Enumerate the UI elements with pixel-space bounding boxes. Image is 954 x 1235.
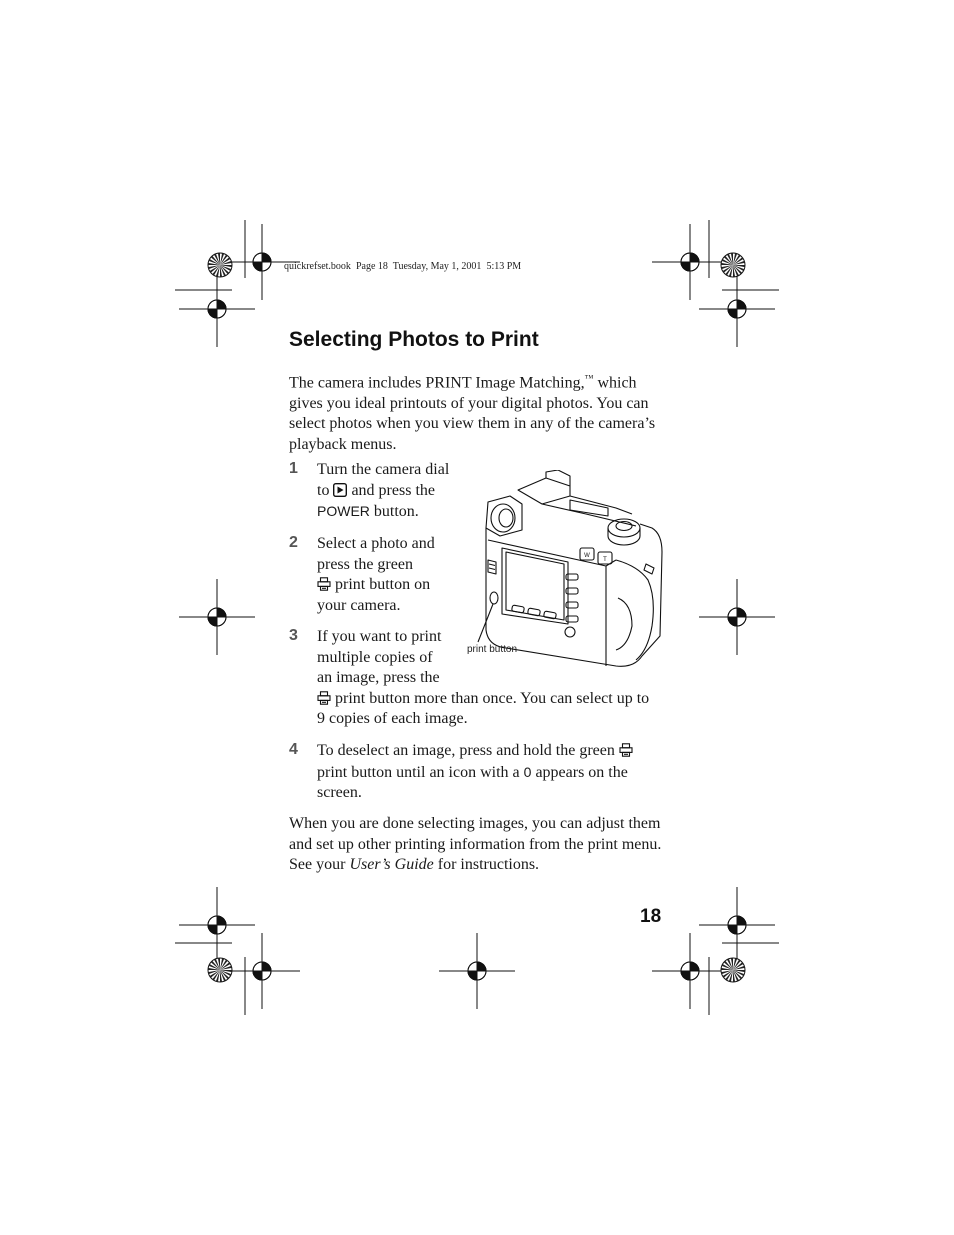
registration-mark-icon xyxy=(179,271,255,347)
intro-text-a: The camera includes PRINT Image Matching, xyxy=(289,374,585,392)
step-2-line-3: print button on xyxy=(335,576,431,593)
step-number: 4 xyxy=(289,741,298,758)
camera-illustration xyxy=(466,470,666,670)
step-4-line-3: screen. xyxy=(317,784,362,801)
users-guide-title: User’s Guide xyxy=(349,856,434,873)
starburst-target-icon xyxy=(721,253,745,277)
zoom-w-label: W xyxy=(584,553,590,559)
print-icon xyxy=(619,743,633,757)
outro-text-b: for instructions. xyxy=(433,856,540,873)
closing-paragraph xyxy=(289,814,669,876)
step-1-line-3: button. xyxy=(373,503,419,520)
starburst-target-icon xyxy=(208,958,232,982)
step-4-line-1: To deselect an image, press and hold the green xyxy=(317,742,615,759)
step-1-line-2b: and press the xyxy=(351,481,435,499)
step-3-line-1: If you want to print xyxy=(317,628,442,645)
intro-text-b: which gives you ideal printouts of your digital photos. You can select photos when you view them in any of the camera’s playback menus. xyxy=(289,374,656,453)
header-date: Tuesday, May 1, 2001 xyxy=(392,261,482,272)
registration-mark-icon xyxy=(179,579,255,655)
step-text xyxy=(317,534,487,616)
starburst-target-icon xyxy=(208,253,232,277)
registration-mark-icon xyxy=(224,933,300,1009)
step-3-line-3: an image, press the xyxy=(317,669,440,686)
registration-mark-icon xyxy=(439,933,515,1009)
play-mode-icon xyxy=(333,483,347,497)
header-page: Page 18 xyxy=(355,261,388,272)
header-time: 5:13 PM xyxy=(486,261,522,272)
step-text xyxy=(317,460,487,523)
print-icon xyxy=(317,691,331,705)
power-label: POWER xyxy=(317,503,370,519)
outro-text-a: When you are done selecting images, you can adjust them and set up other printing information from the print menu. See your xyxy=(289,815,662,873)
print-button-callout: print button xyxy=(467,644,518,655)
page-title: Selecting Photos to Print xyxy=(289,328,539,351)
step-number: 1 xyxy=(289,460,298,477)
registration-mark-icon xyxy=(179,887,255,963)
zoom-t-label: T xyxy=(603,557,607,563)
step-number: 3 xyxy=(289,627,298,644)
step-4-line-2a: print button until an icon with a xyxy=(317,763,520,781)
trademark-symbol: ™ xyxy=(584,373,594,383)
step-4-line-2b: appears on the xyxy=(535,763,628,781)
step-number: 2 xyxy=(289,534,298,551)
print-header xyxy=(284,261,521,272)
page-number: 18 xyxy=(640,906,662,927)
registration-mark-icon xyxy=(699,271,775,347)
step-2-line-4: your camera. xyxy=(317,596,401,614)
step-1-line-2a: to xyxy=(317,481,330,499)
step-1-line-1: Turn the camera dial xyxy=(317,461,450,478)
registration-mark-icon xyxy=(652,224,728,300)
step-2-line-2: press the green xyxy=(317,555,413,573)
step-2-line-1: Select a photo and xyxy=(317,535,435,552)
print-icon xyxy=(317,577,331,591)
registration-mark-icon xyxy=(699,887,775,963)
step-3-line-2: multiple copies of xyxy=(317,648,433,666)
step-3-line-5: 9 copies of each image. xyxy=(317,710,468,727)
step-text xyxy=(317,741,677,804)
registration-mark-icon xyxy=(699,579,775,655)
starburst-target-icon xyxy=(721,958,745,982)
intro-paragraph xyxy=(289,368,669,455)
zero-glyph: 0 xyxy=(523,763,532,780)
step-3-line-4: print button more than once. You can select up to xyxy=(335,689,650,707)
header-file: quickrefset.book xyxy=(284,261,351,272)
registration-mark-icon xyxy=(652,933,728,1009)
